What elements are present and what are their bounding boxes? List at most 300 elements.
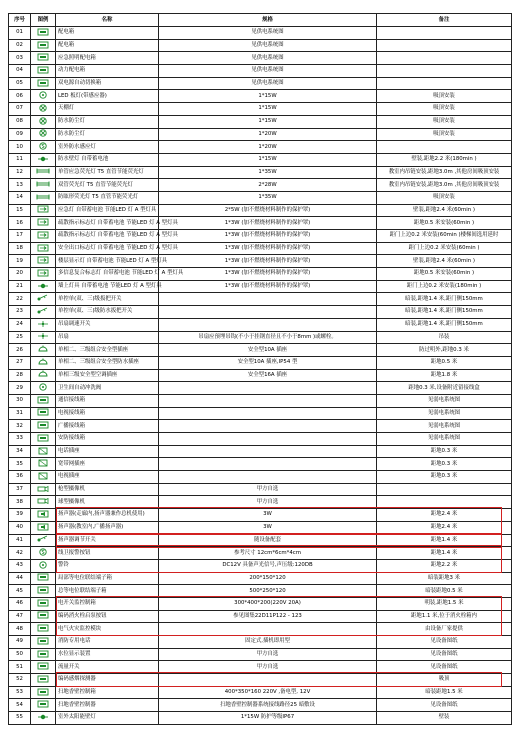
cell-no: 41 bbox=[9, 534, 31, 547]
cell-no: 27 bbox=[9, 356, 31, 369]
cell-name: 扫地香壁控制器 bbox=[56, 699, 159, 712]
cell-icon bbox=[31, 128, 56, 141]
cell-spec bbox=[159, 293, 377, 306]
panel-box-icon bbox=[36, 675, 50, 683]
cell-no: 49 bbox=[9, 636, 31, 649]
cell-icon bbox=[31, 623, 56, 636]
cell-no: 17 bbox=[9, 230, 31, 243]
socket-icon bbox=[36, 370, 50, 378]
wall-lamp-icon bbox=[36, 713, 50, 721]
cell-remark: 距地1.4 米 bbox=[377, 547, 512, 560]
cell-icon bbox=[31, 585, 56, 598]
cell-name: 安全出口标志灯 自带蓄电池 节能LED 灯 A 型灯具 bbox=[56, 242, 159, 255]
cell-icon bbox=[31, 534, 56, 547]
cell-spec: 2*28W bbox=[159, 179, 377, 192]
cell-remark: 见设备图纸 bbox=[377, 636, 512, 649]
cell-no: 15 bbox=[9, 204, 31, 217]
cell-remark bbox=[377, 483, 512, 496]
table-row bbox=[9, 52, 512, 65]
cell-no: 52 bbox=[9, 674, 31, 687]
cell-spec: 1*3W (加不燃烧材料制作的保护罩) bbox=[159, 268, 377, 281]
cell-icon bbox=[31, 572, 56, 585]
table-row bbox=[9, 115, 512, 128]
cell-spec: 吊扇应预埋吊钩(不小于挂钢直径且不小于8mm )或螺栓。 bbox=[159, 331, 377, 344]
cell-name: 扫地香壁控制箱 bbox=[56, 686, 159, 699]
cell-icon bbox=[31, 636, 56, 649]
cell-icon bbox=[31, 445, 56, 458]
cell-no: 50 bbox=[9, 648, 31, 661]
cell-name: 扬声器调节开关 bbox=[56, 534, 159, 547]
table-row bbox=[9, 268, 512, 281]
table-row bbox=[9, 166, 512, 179]
table-row bbox=[9, 331, 512, 344]
circle-x-icon bbox=[36, 117, 50, 125]
cell-remark: 壁装,距地2.4 米(60min ) bbox=[377, 204, 512, 217]
cell-spec: 1*20W bbox=[159, 141, 377, 154]
cell-no: 39 bbox=[9, 509, 31, 522]
cell-no: 09 bbox=[9, 128, 31, 141]
table-row bbox=[9, 242, 512, 255]
cell-name: 楼层显示灯 自带蓄电池 节能LED 灯 A 型灯具 bbox=[56, 255, 159, 268]
cell-no: 36 bbox=[9, 471, 31, 484]
cell-icon bbox=[31, 280, 56, 293]
tube-lamp-icon bbox=[36, 193, 50, 201]
table-row bbox=[9, 356, 512, 369]
table-row bbox=[9, 420, 512, 433]
switch-icon bbox=[36, 294, 50, 302]
cell-no: 29 bbox=[9, 382, 31, 395]
cell-spec: 见供电系统图 bbox=[159, 52, 377, 65]
cell-remark: 暗装,距地1.4 米,距门侧150mm bbox=[377, 318, 512, 331]
header-no: 序号 bbox=[9, 14, 31, 27]
cell-spec: 安全型10A 插座,IP54 型 bbox=[159, 356, 377, 369]
cell-icon bbox=[31, 699, 56, 712]
cell-spec: 随设备配套 bbox=[159, 534, 377, 547]
cell-spec: 300*400*200(220V 20A) bbox=[159, 597, 377, 610]
cell-no: 16 bbox=[9, 217, 31, 230]
cell-no: 12 bbox=[9, 166, 31, 179]
cell-remark: 壁装 bbox=[377, 712, 512, 725]
cell-icon bbox=[31, 471, 56, 484]
cell-remark: 暗装距地3 米 bbox=[377, 572, 512, 585]
tp-box-icon bbox=[36, 459, 50, 467]
cell-spec bbox=[159, 318, 377, 331]
cell-name: 吊扇 bbox=[56, 331, 159, 344]
switch-icon bbox=[36, 307, 50, 315]
cell-no: 06 bbox=[9, 90, 31, 103]
cell-icon bbox=[31, 597, 56, 610]
table-header-row bbox=[9, 14, 512, 27]
cell-remark: 见设备图纸 bbox=[377, 699, 512, 712]
panel-box-icon bbox=[36, 599, 50, 607]
cell-icon bbox=[31, 369, 56, 382]
cell-icon bbox=[31, 712, 56, 725]
cell-remark: 距地1.8 米 bbox=[377, 369, 512, 382]
cell-remark: 见弱电系统图 bbox=[377, 420, 512, 433]
cell-name: 防水防尘灯 bbox=[56, 128, 159, 141]
cell-icon bbox=[31, 27, 56, 40]
table-row bbox=[9, 458, 512, 471]
cell-name: 通信接线箱 bbox=[56, 394, 159, 407]
cell-icon bbox=[31, 458, 56, 471]
cell-icon bbox=[31, 331, 56, 344]
cell-name: 单相二、三级组合安全型防水插座 bbox=[56, 356, 159, 369]
fan-icon bbox=[36, 332, 50, 340]
table-row bbox=[9, 293, 512, 306]
cell-icon bbox=[31, 103, 56, 116]
panel-box-icon bbox=[36, 408, 50, 416]
cell-no: 51 bbox=[9, 661, 31, 674]
cell-name: 配电箱 bbox=[56, 39, 159, 52]
cell-remark: 距地1.4 米 bbox=[377, 534, 512, 547]
cell-remark bbox=[377, 77, 512, 90]
cell-icon bbox=[31, 661, 56, 674]
cell-spec: 1*15W bbox=[159, 90, 377, 103]
cell-no: 55 bbox=[9, 712, 31, 725]
panel-box-icon bbox=[36, 421, 50, 429]
cell-remark: 距门上边0.2 米安装(60min )楼梯间选用延时 bbox=[377, 230, 512, 243]
cell-no: 08 bbox=[9, 115, 31, 128]
cell-no: 14 bbox=[9, 191, 31, 204]
cell-name: 单管应急荧光灯 T5 直管节能荧光灯 bbox=[56, 166, 159, 179]
cell-icon bbox=[31, 483, 56, 496]
table-row bbox=[9, 280, 512, 293]
cell-remark: 防过明外,距地0.3 米 bbox=[377, 344, 512, 357]
circle-lamp-icon bbox=[36, 383, 50, 391]
cell-spec: 1*3W (加不燃烧材料制作的保护罩) bbox=[159, 242, 377, 255]
cell-spec: 1*3W (加不燃烧材料制作的保护罩) bbox=[159, 280, 377, 293]
switch-icon bbox=[36, 535, 50, 543]
cell-name: 疏散指示标志灯 自带蓄电池 节能LED 灯 A 型灯具 bbox=[56, 230, 159, 243]
cell-no: 30 bbox=[9, 394, 31, 407]
cell-remark: 距地0.3 米 bbox=[377, 471, 512, 484]
exit-sign-icon bbox=[36, 205, 50, 213]
panel-box-icon bbox=[36, 637, 50, 645]
cell-name: 单控单(双、三)级防水扳把开关 bbox=[56, 306, 159, 319]
tp-box-icon bbox=[36, 472, 50, 480]
panel-box-icon bbox=[36, 700, 50, 708]
cell-remark: 吸顶安装 bbox=[377, 191, 512, 204]
cell-spec: 3W bbox=[159, 521, 377, 534]
cell-remark: 见设备图纸 bbox=[377, 661, 512, 674]
panel-box-icon bbox=[36, 396, 50, 404]
highlight-box bbox=[56, 672, 502, 687]
cell-icon bbox=[31, 191, 56, 204]
cell-no: 53 bbox=[9, 686, 31, 699]
cell-spec: 甲方自选 bbox=[159, 496, 377, 509]
table-row bbox=[9, 230, 512, 243]
header-spec: 规格 bbox=[159, 14, 377, 27]
cell-spec: 甲方自选 bbox=[159, 483, 377, 496]
camera-icon bbox=[36, 485, 50, 493]
cell-no: 54 bbox=[9, 699, 31, 712]
cell-no: 28 bbox=[9, 369, 31, 382]
cell-remark bbox=[377, 27, 512, 40]
cell-no: 19 bbox=[9, 255, 31, 268]
table-row bbox=[9, 344, 512, 357]
cell-name: 扬声器(教室内,广播扬声器) bbox=[56, 521, 159, 534]
cell-icon bbox=[31, 686, 56, 699]
exit-sign-icon bbox=[36, 231, 50, 239]
cell-name: 扬声器(走廊内,扬声器兼作总机使用) bbox=[56, 509, 159, 522]
cell-no: 35 bbox=[9, 458, 31, 471]
table-row bbox=[9, 90, 512, 103]
cell-remark: 见弱电系统图 bbox=[377, 394, 512, 407]
cell-icon bbox=[31, 306, 56, 319]
cell-name: 室外太阳能壁灯 bbox=[56, 712, 159, 725]
cell-icon bbox=[31, 77, 56, 90]
cell-name: 水位显示装置 bbox=[56, 648, 159, 661]
cell-no: 23 bbox=[9, 306, 31, 319]
cell-remark: 距地2.2 米 bbox=[377, 559, 512, 572]
cell-no: 22 bbox=[9, 293, 31, 306]
cell-no: 10 bbox=[9, 141, 31, 154]
cell-icon bbox=[31, 496, 56, 509]
cell-icon bbox=[31, 293, 56, 306]
cell-no: 04 bbox=[9, 65, 31, 78]
cell-spec bbox=[159, 382, 377, 395]
cell-remark: 见弱电系统图 bbox=[377, 407, 512, 420]
cell-no: 02 bbox=[9, 39, 31, 52]
cell-icon bbox=[31, 217, 56, 230]
cell-spec: 1*15W 防护等级IP67 bbox=[159, 712, 377, 725]
table-row bbox=[9, 153, 512, 166]
cell-no: 18 bbox=[9, 242, 31, 255]
cell-remark: 距地1.1 米,位于消火栓箱内 bbox=[377, 610, 512, 623]
circle-x-icon bbox=[36, 129, 50, 137]
cell-name: 应急照明配电箱 bbox=[56, 52, 159, 65]
cell-name: 流量开关 bbox=[56, 661, 159, 674]
panel-box-icon bbox=[36, 650, 50, 658]
cell-remark: 暗装距地0.5 米 bbox=[377, 585, 512, 598]
panel-box-icon bbox=[36, 79, 50, 87]
cell-spec: 1*3W (加不燃烧材料制作的保护罩) bbox=[159, 217, 377, 230]
cell-remark: 吸顶安装 bbox=[377, 115, 512, 128]
cell-spec bbox=[159, 407, 377, 420]
cell-icon bbox=[31, 344, 56, 357]
cell-name: 枪型摄像机 bbox=[56, 483, 159, 496]
cell-no: 46 bbox=[9, 597, 31, 610]
table-row bbox=[9, 394, 512, 407]
table-row bbox=[9, 255, 512, 268]
cell-remark: 教室内吊链安装,距地3.0m ,其他房间吸顶安装 bbox=[377, 179, 512, 192]
table-row bbox=[9, 433, 512, 446]
cell-no: 38 bbox=[9, 496, 31, 509]
cell-spec: 1*35W bbox=[159, 191, 377, 204]
cell-name: 电开关监控制箱 bbox=[56, 597, 159, 610]
table-row bbox=[9, 407, 512, 420]
tube-lamp-icon bbox=[36, 167, 50, 175]
cell-name: 室外防水感应灯 bbox=[56, 141, 159, 154]
cell-spec: 500*250*120 bbox=[159, 585, 377, 598]
cell-icon bbox=[31, 204, 56, 217]
cell-name: 线卫报警按钮 bbox=[56, 547, 159, 560]
cell-remark: 暗装距地1.5 米 bbox=[377, 686, 512, 699]
cell-icon bbox=[31, 318, 56, 331]
cell-name: 防眩形荧光灯 T5 直管节能荧光灯 bbox=[56, 191, 159, 204]
cell-spec: 见供电系统图 bbox=[159, 27, 377, 40]
cell-name: 电视接线箱 bbox=[56, 407, 159, 420]
cell-remark: 吸顶 bbox=[377, 674, 512, 687]
cell-icon bbox=[31, 509, 56, 522]
cell-no: 40 bbox=[9, 521, 31, 534]
cell-no: 24 bbox=[9, 318, 31, 331]
cell-remark: 壁装,距地2.4 米(60min ) bbox=[377, 255, 512, 268]
exit-sign-icon bbox=[36, 218, 50, 226]
cell-no: 31 bbox=[9, 407, 31, 420]
cell-no: 01 bbox=[9, 27, 31, 40]
cell-spec bbox=[159, 433, 377, 446]
cell-remark: 吸顶安装 bbox=[377, 128, 512, 141]
table-row bbox=[9, 471, 512, 484]
cell-icon bbox=[31, 648, 56, 661]
cell-name: 广播接线箱 bbox=[56, 420, 159, 433]
table-row bbox=[9, 204, 512, 217]
cell-icon bbox=[31, 255, 56, 268]
table-row bbox=[9, 179, 512, 192]
cell-remark: 距地2.4 米 bbox=[377, 509, 512, 522]
cell-icon bbox=[31, 420, 56, 433]
cell-icon bbox=[31, 547, 56, 560]
speaker-icon bbox=[36, 523, 50, 531]
table-row bbox=[9, 27, 512, 40]
cell-name: 单相三级安全型空调插座 bbox=[56, 369, 159, 382]
cell-spec: 安全型16A 插座 bbox=[159, 369, 377, 382]
cell-remark: 距地2.4 米 bbox=[377, 521, 512, 534]
table-row bbox=[9, 712, 512, 725]
cell-name: 宽带网插座 bbox=[56, 458, 159, 471]
cell-no: 47 bbox=[9, 610, 31, 623]
cell-spec: 1*35W bbox=[159, 166, 377, 179]
cell-spec: 1*15W bbox=[159, 115, 377, 128]
table-row bbox=[9, 191, 512, 204]
cell-spec bbox=[159, 394, 377, 407]
cell-remark: 壁装,距地2.2 米(180min ) bbox=[377, 153, 512, 166]
cell-remark: 见弱电系统图 bbox=[377, 433, 512, 446]
cell-no: 48 bbox=[9, 623, 31, 636]
cell-spec: 1*20W bbox=[159, 128, 377, 141]
table-row bbox=[9, 77, 512, 90]
panel-box-icon bbox=[36, 573, 50, 581]
cell-spec: 见供电系统图 bbox=[159, 65, 377, 78]
circle-lamp-icon bbox=[36, 91, 50, 99]
table-row bbox=[9, 128, 512, 141]
cell-name: 电话插座 bbox=[56, 445, 159, 458]
cell-name: 多信息复合标志灯 自带蓄电池 节能LED 灯 A 型灯具 bbox=[56, 268, 159, 281]
cell-name: 球型摄像机 bbox=[56, 496, 159, 509]
panel-box-icon bbox=[36, 66, 50, 74]
table-row bbox=[9, 648, 512, 661]
cell-icon bbox=[31, 433, 56, 446]
cell-spec bbox=[159, 445, 377, 458]
cell-no: 03 bbox=[9, 52, 31, 65]
cell-name: 墙上灯具 自带蓄电池 节能LED 灯 A 型灯具 bbox=[56, 280, 159, 293]
cell-spec: 甲方自选 bbox=[159, 648, 377, 661]
cell-remark: 距地0.5 米安装(60min ) bbox=[377, 217, 512, 230]
highlight-box bbox=[56, 545, 502, 573]
cell-name: 单相二、三级组合安全型插座 bbox=[56, 344, 159, 357]
cell-remark: 吸顶安装 bbox=[377, 90, 512, 103]
highlight-box bbox=[56, 507, 502, 535]
cell-spec: 扫地香壁控制器系统接线路径25 暗敷设 bbox=[159, 699, 377, 712]
panel-box-icon bbox=[36, 28, 50, 36]
cell-icon bbox=[31, 90, 56, 103]
cell-no: 32 bbox=[9, 420, 31, 433]
cell-name: 双管荧光灯 T5 直管节能荧光灯 bbox=[56, 179, 159, 192]
wall-lamp-icon bbox=[36, 155, 50, 163]
header-remark: 备注 bbox=[377, 14, 512, 27]
cell-spec: 参见图集22D11P122 - 123 bbox=[159, 610, 377, 623]
cell-name: 总等电位联结端子箱 bbox=[56, 585, 159, 598]
cell-remark bbox=[377, 65, 512, 78]
cell-remark: 教室内吊链安装,距地3.0m ,其他房间吸顶安装 bbox=[377, 166, 512, 179]
cell-remark bbox=[377, 52, 512, 65]
cell-spec bbox=[159, 458, 377, 471]
header-name: 名称 bbox=[56, 14, 159, 27]
cell-icon bbox=[31, 521, 56, 534]
cell-spec: 安全型10A 插座 bbox=[159, 344, 377, 357]
circle-lamp-icon bbox=[36, 561, 50, 569]
cell-icon bbox=[31, 394, 56, 407]
cell-remark: 暗装,距地1.4 米,距门侧150mm bbox=[377, 306, 512, 319]
tube-lamp-icon bbox=[36, 180, 50, 188]
tp-box-icon bbox=[36, 447, 50, 455]
cell-name: 天棚灯 bbox=[56, 103, 159, 116]
cell-icon bbox=[31, 52, 56, 65]
cell-remark bbox=[377, 141, 512, 154]
cell-spec bbox=[159, 420, 377, 433]
cell-name: 动力配电箱 bbox=[56, 65, 159, 78]
cell-no: 05 bbox=[9, 77, 31, 90]
cell-icon bbox=[31, 559, 56, 572]
cell-spec bbox=[159, 471, 377, 484]
table-row bbox=[9, 686, 512, 699]
cell-no: 43 bbox=[9, 559, 31, 572]
cell-no: 26 bbox=[9, 344, 31, 357]
cell-name: 应急灯 自带蓄电池 节能LED 灯 A 型灯具 bbox=[56, 204, 159, 217]
highlight-box bbox=[56, 596, 502, 636]
table-row bbox=[9, 306, 512, 319]
cell-name: 单控单(双、三)级扳把开关 bbox=[56, 293, 159, 306]
cell-spec: 1*3W (加不燃烧材料制作的保护罩) bbox=[159, 230, 377, 243]
cell-remark: 距地0.5 米 bbox=[377, 356, 512, 369]
cell-name: 编码消火栓启泵按钮 bbox=[56, 610, 159, 623]
speaker-icon bbox=[36, 510, 50, 518]
table-row bbox=[9, 382, 512, 395]
cell-no: 44 bbox=[9, 572, 31, 585]
cell-no: 13 bbox=[9, 179, 31, 192]
table-row bbox=[9, 483, 512, 496]
cell-remark: 距门上边0.2 米安装(60min ) bbox=[377, 242, 512, 255]
panel-box-icon bbox=[36, 586, 50, 594]
cell-icon bbox=[31, 65, 56, 78]
cell-no: 11 bbox=[9, 153, 31, 166]
cell-icon bbox=[31, 166, 56, 179]
cell-name: 吊扇调速开关 bbox=[56, 318, 159, 331]
cell-spec: 见供电系统图 bbox=[159, 77, 377, 90]
cell-name: LED 板灯(带感应器) bbox=[56, 90, 159, 103]
table-row bbox=[9, 65, 512, 78]
cell-icon bbox=[31, 382, 56, 395]
exit-sign-icon bbox=[36, 256, 50, 264]
cell-spec: 参考尺寸 12cm*6cm*4cm bbox=[159, 547, 377, 560]
cell-spec: 3W bbox=[159, 509, 377, 522]
cell-icon bbox=[31, 610, 56, 623]
panel-box-icon bbox=[36, 688, 50, 696]
wall-lamp-icon bbox=[36, 282, 50, 290]
cell-spec: 200*150*120 bbox=[159, 572, 377, 585]
table-row bbox=[9, 39, 512, 52]
